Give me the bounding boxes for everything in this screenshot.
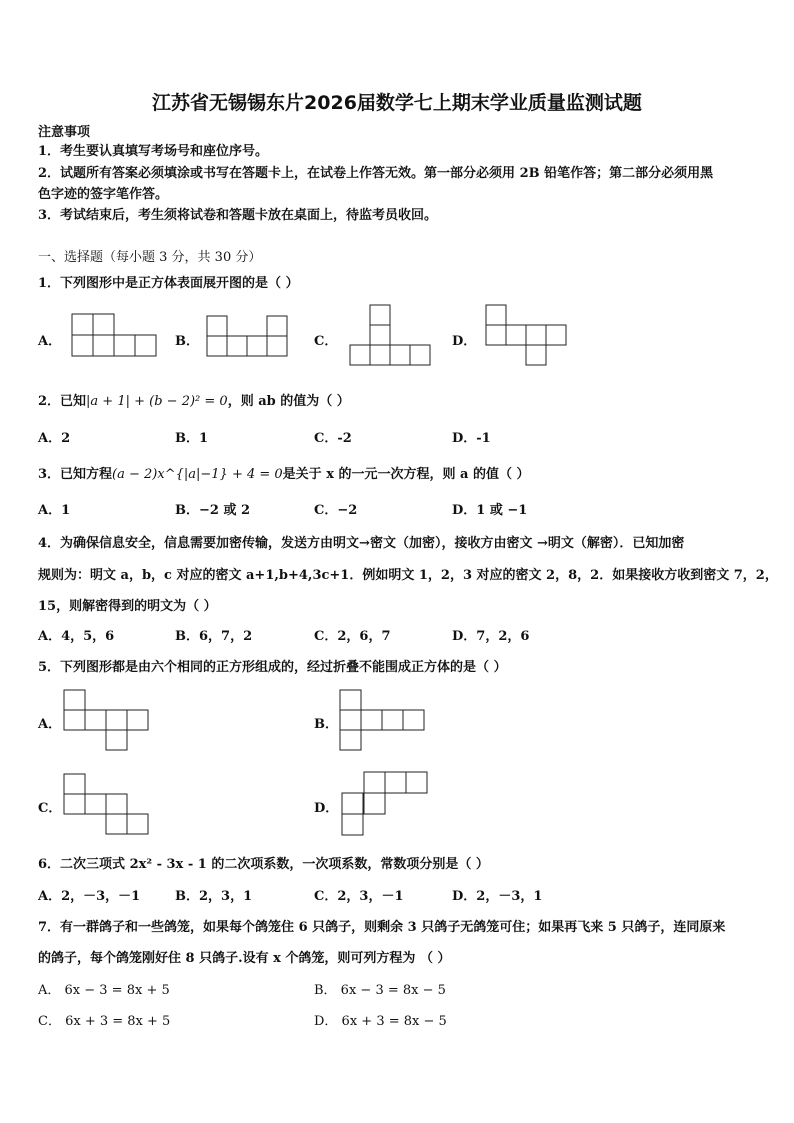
q6-option-a[interactable]: A．2，－3，－1 [38, 889, 141, 904]
q7-line: 的鸽子，每个鸽笼刚好住 8 只鸽子.设有 x 个鸽笼，则可列方程为 （ ） [38, 951, 451, 966]
q3-option-c[interactable]: C．−2 [314, 503, 358, 518]
q3-option-a[interactable]: A．1 [38, 503, 71, 518]
question-2-stem [38, 390, 350, 409]
q6-option-b[interactable]: B．2，3，1 [175, 889, 253, 904]
section-heading: 一、选择题（每小题 3 分，共 30 分） [38, 250, 262, 265]
q2-formula: |a + 1| + (b − 2)² = 0 [86, 394, 228, 409]
q1-option-a-label[interactable]: A． [38, 334, 62, 349]
q3-suffix: 是关于 x 的一元一次方程，则 a 的值（ ） [282, 467, 530, 482]
q7-option-a[interactable]: A． 6x − 3 = 8x + 5 [38, 983, 170, 998]
question-5-stem: 5．下列图形都是由六个相同的正方形组成的，经过折叠不能围成正方体的是（ ） [38, 660, 507, 675]
q5-net-d [342, 772, 430, 836]
q3-option-d[interactable]: D．1 或 −1 [452, 503, 528, 518]
q5-net-a [64, 690, 150, 752]
q5-option-c-label[interactable]: C． [38, 801, 62, 816]
q7-option-b[interactable]: B． 6x − 3 = 8x − 5 [314, 983, 446, 998]
q5-option-d-label[interactable]: D． [314, 801, 339, 816]
q2-option-d[interactable]: D．-1 [452, 431, 491, 446]
q6-option-d[interactable]: D．2，－3，1 [452, 889, 543, 904]
q5-option-a-label[interactable]: A． [38, 717, 62, 732]
q1-net-c [350, 305, 432, 367]
q4-option-b[interactable]: B．6，7，2 [175, 629, 253, 644]
q2-suffix: ，则 ab 的值为（ ） [227, 394, 350, 409]
q4-option-c[interactable]: C．2，6，7 [314, 629, 391, 644]
q1-net-a [72, 314, 162, 356]
q1-option-c-label[interactable]: C． [314, 334, 338, 349]
q4-option-a[interactable]: A．4，5，6 [38, 629, 115, 644]
q1-option-b-label[interactable]: B． [175, 334, 199, 349]
q3-option-b[interactable]: B．−2 或 2 [175, 503, 251, 518]
notice-item: 色字迹的签字笔作答。 [38, 187, 169, 202]
q7-option-c[interactable]: C． 6x + 3 = 8x + 5 [38, 1014, 171, 1029]
q6-option-c[interactable]: C．2，3，－1 [314, 889, 404, 904]
q4-option-d[interactable]: D．7，2，6 [452, 629, 530, 644]
q1-option-d-label[interactable]: D． [452, 334, 477, 349]
question-6-stem: 6．二次三项式 2x² - 3x - 1 的二次项系数，一次项系数，常数项分别是（ ） [38, 857, 489, 872]
notice-item: 2．试题所有答案必须填涂或书写在答题卡上，在试卷上作答无效。第一部分必须用 2B 铅笔作答；第二部分必须用黑 [38, 166, 714, 181]
q3-formula: (a − 2)x^{|a|−1} + 4 = 0 [112, 467, 283, 482]
q2-option-b[interactable]: B．1 [175, 431, 209, 446]
question-1-stem: 1．下列图形中是正方体表面展开图的是（ ） [38, 276, 299, 291]
q2-option-a[interactable]: A．2 [38, 431, 71, 446]
q4-line: 15，则解密得到的明文为（ ） [38, 599, 217, 614]
page-title: 江苏省无锡锡东片2026届数学七上期末学业质量监测试题 [152, 92, 642, 114]
q5-net-b [340, 690, 426, 752]
q3-prefix: 3．已知方程 [38, 467, 113, 482]
q5-net-c [64, 774, 150, 836]
q7-option-d[interactable]: D． 6x + 3 = 8x − 5 [314, 1014, 447, 1029]
q4-line: 规则为：明文 a，b，c 对应的密文 a+1,b+4,3c+1．例如明文 1，2，3 对应的密文 2，8，2．如果接收方收到密文 7，2， [38, 568, 778, 583]
notice-heading: 注意事项 [38, 125, 91, 140]
q1-net-b [207, 316, 291, 358]
question-3-stem [38, 463, 529, 482]
q2-prefix: 2．已知 [38, 394, 87, 409]
notice-item: 3．考试结束后，考生须将试卷和答题卡放在桌面上，待监考员收回。 [38, 208, 438, 223]
q4-line: 4．为确保信息安全，信息需要加密传输，发送方由明文→密文（加密），接收方由密文 →明文（解密）．已知加密 [38, 536, 685, 551]
q5-option-b-label[interactable]: B． [314, 717, 338, 732]
notice-item: 1．考生要认真填写考场号和座位序号。 [38, 144, 269, 159]
q2-option-c[interactable]: C．-2 [314, 431, 352, 446]
q7-line: 7．有一群鸽子和一些鸽笼，如果每个鸽笼住 6 只鸽子，则剩余 3 只鸽子无鸽笼可住；如果再飞来 5 只鸽子，连同原来 [38, 920, 726, 935]
q1-net-d [486, 305, 568, 367]
